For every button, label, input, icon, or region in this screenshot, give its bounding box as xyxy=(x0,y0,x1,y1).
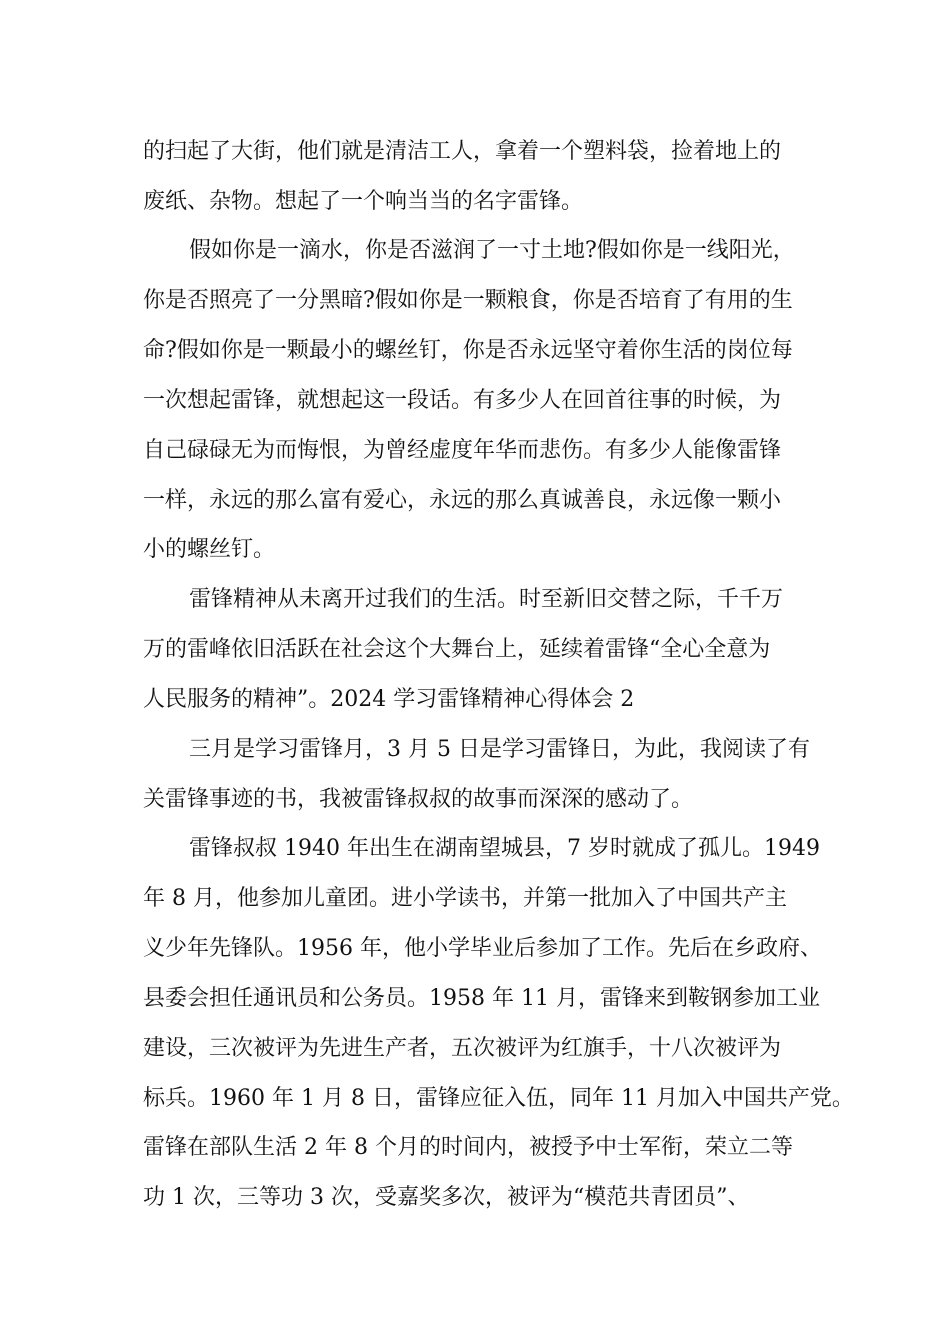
text-line: 义少年先锋队。1956 年，他小学毕业后参加了工作。先后在乡政府、 xyxy=(143,936,822,961)
text-line: 功 1 次，三等功 3 次，受嘉奖多次，被评为“模范共青团员”、 xyxy=(143,1185,750,1210)
text-line: 雷锋在部队生活 2 年 8 个月的时间内，被授予中士军衔，荣立二等 xyxy=(143,1135,793,1160)
paragraph-start-line: 假如你是一滴水，你是否滋润了一寸土地?假如你是一线阳光， xyxy=(189,238,795,263)
text-line: 人民服务的精神”。2024 学习雷锋精神心得体会 2 xyxy=(143,687,635,712)
text-line: 关雷锋事迹的书，我被雷锋叔叔的故事而深深的感动了。 xyxy=(143,787,694,812)
paragraph-start-line: 三月是学习雷锋月，3 月 5 日是学习雷锋日，为此，我阅读了有 xyxy=(189,737,810,762)
paragraph-start-line: 雷锋精神从未离开过我们的生活。时至新旧交替之际，千千万 xyxy=(189,587,784,612)
text-line: 年 8 月，他参加儿童团。进小学读书，并第一批加入了中国共产主 xyxy=(143,886,787,911)
text-line: 万的雷峰依旧活跃在社会这个大舞台上，延续着雷锋“全心全意为 xyxy=(143,637,771,662)
text-line: 标兵。1960 年 1 月 8 日，雷锋应征入伍，同年 11 月加入中国共产党。 xyxy=(143,1086,854,1111)
text-line: 一次想起雷锋，就想起这一段话。有多少人在回首往事的时候，为 xyxy=(143,388,782,413)
text-line: 小的螺丝钉。 xyxy=(143,537,276,562)
text-line: 你是否照亮了一分黑暗?假如你是一颗粮食，你是否培育了有用的生 xyxy=(143,288,793,313)
text-line: 废纸、杂物。想起了一个响当当的名字雷锋。 xyxy=(143,189,584,214)
text-line: 自己碌碌无为而悔恨，为曾经虚度年华而悲伤。有多少人能像雷锋 xyxy=(143,438,782,463)
text-line: 县委会担任通讯员和公务员。1958 年 11 月，雷锋来到鞍钢参加工业 xyxy=(143,986,820,1011)
text-line: 的扫起了大街，他们就是清洁工人，拿着一个塑料袋，捡着地上的 xyxy=(143,139,782,164)
text-line: 一样，永远的那么富有爱心，永远的那么真诚善良，永远像一颗小 xyxy=(143,488,782,513)
text-line: 建设，三次被评为先进生产者，五次被评为红旗手，十八次被评为 xyxy=(143,1036,782,1061)
paragraph-start-line: 雷锋叔叔 1940 年出生在湖南望城县，7 岁时就成了孤儿。1949 xyxy=(189,836,820,861)
text-line: 命?假如你是一颗最小的螺丝钉，你是否永远坚守着你生活的岗位每 xyxy=(143,338,793,363)
